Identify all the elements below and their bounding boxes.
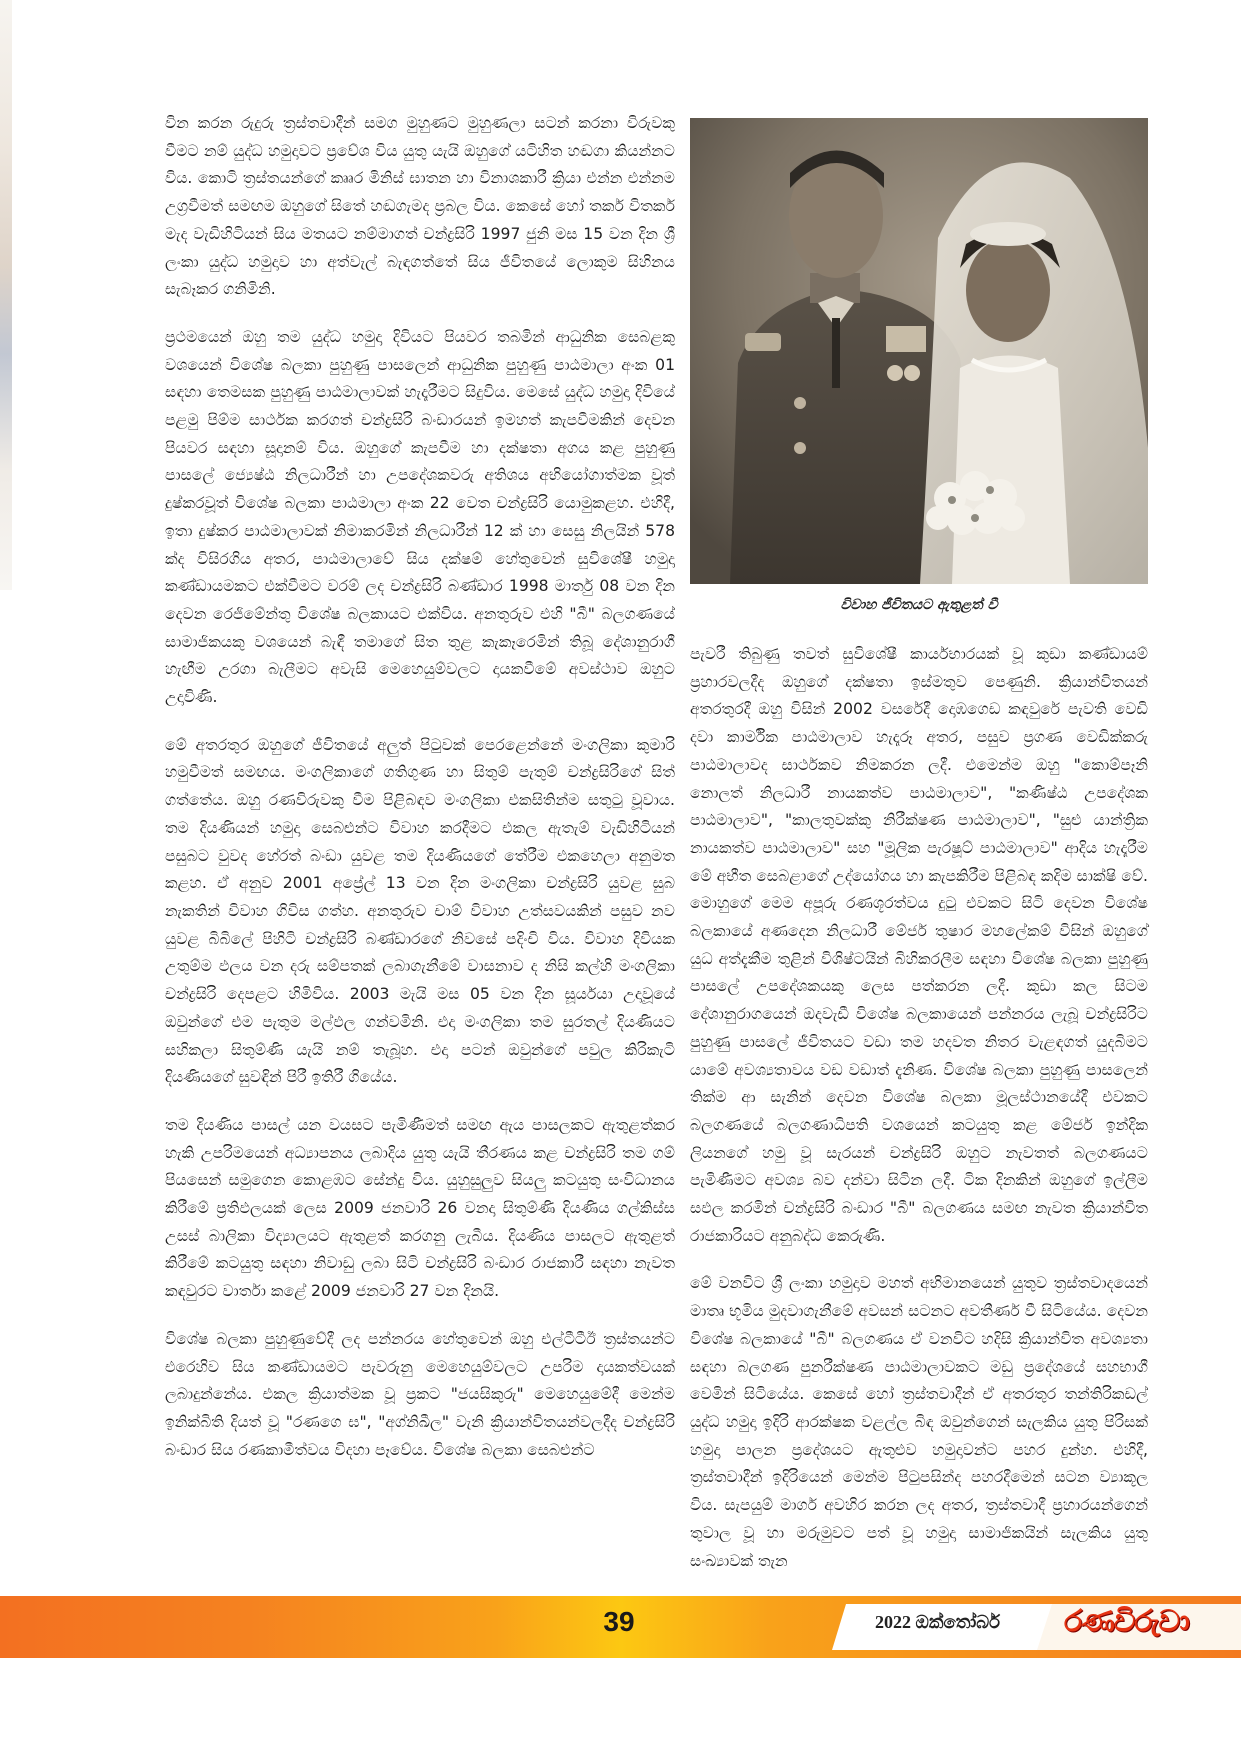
article-paragraph: වින කරන රුදුරු ත්‍රස්තවාදීන් සමග මුහුණට මුහුණලා සටන් කරනා විරුවකු වීමට නම් යුද්ධ හමුදාවට ප්‍රවේශ විය යුතු යැයි ඔහුගේ යටිහිත හඬගා කියන්නට විය. කොටි ත්‍රස්තයන්ගේ කෲර මිනිස් ඝාතන හා විනාශකාරී ක්‍රියා එන්න එන්නම උග්‍රවීමත් සමඟම ඔහුගේ සිතේ හඬගැමද ප්‍රබල විය. කෙසේ හෝ තර්ක විතර්ක මැද වැඩිහිටියන් සිය මතයට නම්මාගත් චන්ද්‍රසිරි 1997 ජුනි මස 15 වන දින ශ්‍රී ලංකා යුද්ධ හමුදාව හා අත්වැල් බැඳගත්තේ සිය ජීවිතයේ ලොකුම සිහිනය සැබෑකර ගනිමිනි. [165,114,675,299]
wedding-photo [690,118,1148,584]
article-paragraph: විශේෂ බලකා පුහුණුවේදී ලද පන්නරය හේතුවෙන් ඔහු එල්ටීටීඊ ත්‍රස්තයන්ට එරෙහිව සිය කණ්ඩායමට පැවරුනු මෙහෙයුම්වලට උපරිම දායකත්වයක් ලබාදුන්නේය. එකල ක්‍රියාත්මක වූ ප්‍රකට "ජයසිකුරු" මෙහෙයුමේදී මෙන්ම ඉනික්බිති දියත් වූ "රණගෙ ඝ", "අග්නිඛීල" වැනි ක්‍රියාන්විතයන්වලදීද චන්ද්‍රසිරි බංඩාර සිය රණකාමීත්වය විදහා පෑවේය. විශේෂ බලකා සෙබළුන්ට [165,1329,675,1459]
article-paragraph: තම දියණිය පාසල් යන වයසට පැමිණීමත් සමඟ ඇය පාසලකට ඇතුළත්කර හැකි උපරිමයෙන් අධ්‍යාපනය ලබාදිය යුතු යැයි තීරණය කළ චන්ද්‍රසිරි තම ගම් පියසෙන් සමුගෙන කොළඹට සේන්දු විය. යුහුසුලුව සියලු කටයුතු සංවිධානය කිරීමේ ප්‍රතිඵලයක් ලෙස 2009 ජනවාරි 26 වනදා සිතුම්ණි දියණිය ගල්කිස්ස උසස් බාලිකා විද්‍යාලයට ඇතුළත් කරගනු ලැබීය. දියණිය පාසලට ඇතුළත් කිරීමේ කටයුතු සඳහා නිවාඩු ලබා සිටි චන්ද්‍රසිරි බංඩාර රාජකාරී සඳහා නැවත කඳවුරට වාර්තා කළේ 2009 ජනවාරි 27 වන දිනයි. [165,1115,675,1301]
article-right-column [690,641,1148,1595]
photo-caption: විවාහ ජීවිතයට ඇතුළත් වී [840,597,998,613]
article-paragraph: පැවරී තිබුණු තවත් සුවිශේෂී කාර්යභාරයක් වූ කුඩා කණ්ඩායම් ප්‍රහාරවලදීද ඔහුගේ දක්ෂතා ඉස්මතුව පෙණුනි. ක්‍රියාන්විතයන් අතරතුරදී ඔහු විසින් 2002 වසරේදී දොඹගෙඩ කඳවුරේ පැවති වෙඩි දවා කාර්මික පාඨමාලාව හැදෑරූ අතර, පසුව ප්‍රගණ වෙඩික්කරු පාඨමාලාවද සාර්ථකව නිමකරන ලදී. එමෙන්ම ඔහු "කොම්පෑනි නොලත් නිලධාරී නායකත්ව පාඨමාලාව", "කණිෂ්ඨ උපදේශක පාඨමාලාව", "කාලතුවක්කු නිරීක්ෂණ පාඨමාලාව", "සුළු යාන්ත්‍රික නායකත්ව පාඨමාලාව" සහ "මූලික පැරෂූට් පාඨමාලාව" ආදිය හැදෑරීම මේ අභීත සෙබළාගේ උද්යෝගය හා කැපකිරීම පිළිබඳ කදිම සාක්ෂි වේ. මොහුගේ මෙම අපූරු රණශූරත්වය දුටු එවකට සිටි දෙවන විශේෂ බලකායේ අණදෙන නිලධාරී මේජර් තුෂාර මහලේකම් විසින් ඔහුගේ යුධ අත්දැකීම තුළින් විශිෂ්ටයින් බිහිකරලීම සඳහා විශේෂ බලකා පුහුණු පාසලේ උපදේශකයකු ලෙස පත්කරන ලදී. කුඩා කල සිටම දේශානුරාගයෙන් ඔදවැඩී විශේෂ බලකායෙන් පන්නරය ලැබූ චන්ද්‍රසිරිට පුහුණු පාසලේ ජීවිතයට වඩා තම හදවත නිතර වැළඳගත් යුදබිමට යාමේ අවශ්‍යතාවය වඩ වඩාත් දැනිණ. විශේෂ බලකා පුහුණු පාසලෙන් තික්ම ආ සැනින් දෙවන විශේෂ බලකා මූලස්ථානයේදී එවකට බලගණයේ බලගණාධිපති වශයෙන් කටයුතු කළ මේජර් ඉන්දික ලියනගේ හමු වූ සැරයන් චන්ද්‍රසිරි ඔහුට නැවතත් බලගණයට පැමිණීමට අවශ්‍ය බව දන්වා සිටින ලදී. ටික දිනකින් ඔහුගේ ඉල්ලීම සඵල කරමින් චන්ද්‍රසිරි බංඩාර "බී" බලගණය සමඟ නැවත ක්‍රියාන්විත රාජකාරියට අනුබද්ධ කෙරුණි. [690,645,1148,1245]
page-number: 39 [603,1606,635,1637]
article-paragraph: ප්‍රථමයෙන් ඔහු තම යුද්ධ හමුදා දිවියට පියවර තබමින් ආධුනික සෙබළකු වශයෙන් විශේෂ බලකා පුහුණු පාසලෙන් ආධුනික පුහුණු පාඨමාලා අංක 01 සඳහා තෙමසක පුහුණු පාඨමාලාවක් හැදෑරීමට සිදුවිය. මෙසේ යුද්ධ හමුදා දිවියේ පළමු පිම්ම සාර්ථක කරගත් චන්ද්‍රසිරි බංඩාරයන් ඉමහත් කැපවීමකින් දෙවන පියවර සඳහා සූදානම් විය. ඔහුගේ කැපවීම හා දක්ෂතා අගය කළ පුහුණු පාසලේ ජ්‍යෙෂ්ඨ නිලධාරීන් හා උපදේශකවරු අතිශය අභියෝගාත්මක වූත් දුෂ්කරවූත් විශේෂ බලකා පාඨමාලා අංක 22 වෙත චන්ද්‍රසිරි යොමුකළහ. එහිදී, ඉතා දුෂ්කර පාඨමාලාවක් නිමාකරමින් නිලධාරීන් 12 ක් හා සෙසු නිලයින් 578 ක්ද විසිරගිය අතර, පාඨමාලාවේ සිය දක්ෂම් හේතුවෙන් සුවිශේෂී හමුදා කණ්ඩායමකට එක්වීමට වරම් ලද චන්ද්‍රසිරි බණ්ඩාර 1998 මාර්තු 08 වන දින දෙවන රෙජිමේන්තු විශේෂ බලකායට එක්විය. අනතුරුව එහි "බී" බලගණයේ සාමාජිකයකු වශයෙන් බැඳී තමාගේ සිත තුළ කැකෑරෙමින් තිබූ දේශානුරාගී හැඟීම උරගා බැලීමට අවැසි මෙහෙයුම්වලට දායකවීමේ අවස්ථාව ඔහුට උදාවිණි. [165,327,675,707]
issue-date: 2022 ඔක්තෝබර් [875,1612,1000,1632]
left-edge-strip [0,0,12,590]
article-left-column [165,110,675,1484]
article-paragraph: මේ වනවිට ශ්‍රී ලංකා හමුදාව මහත් අභිමානයෙන් යුතුව ත්‍රස්තවාදයෙන් මාතෘ භූමිය මුදවාගැනීමේ අවසන් සටනට අවතීර්ණ වී සිටියේය. දෙවන විශේෂ බලකායේ "බී" බලගණය ඒ වනවිට හදිසි ක්‍රියාන්විත අවශ්‍යතා සඳහා බලගණ පුනරීක්ෂණ පාඨමාලාවකට මඩු ප්‍රදේශයේ සහභාගී වෙමින් සිටියේය. කෙසේ හෝ ත්‍රස්තවාදීන් ඒ අතරතුර තන්තිරිකඩල් යුද්ධ හමුදා ඉදිරි ආරක්ෂක වළල්ල බිඳ ඔවුන්ගෙන් සැලකිය යුතු පිරිසක් හමුදා පාලන ප්‍රදේශයට ඇතුළුව හමුදාවන්ට පහර දුන්හ. එහිදී, ත්‍රස්තවාදීන් ඉදිරියෙන් මෙන්ම පිටුපසින්ද පහරදීමෙන් සටන ව්‍යාකූල විය. සැපයුම් මාර්ග අවහිර කරන ලද අතර, ත්‍රස්තවාදී ප්‍රහාරයන්ගෙන් තුවාල වූ හා මරුමුවට පත් වූ හමුදා සාමාජිකයින් සැලකිය යුතු සංඛ්‍යාවක් තැන [690,1274,1148,1570]
magazine-logo: රණවිරුවා [1064,1604,1189,1639]
article-paragraph: මේ අතරතුර ඔහුගේ ජීවිතයේ අලුත් පිටුවක් පෙරළෙන්නේ මංගලිකා කුමාරි හමුවීමත් සමඟය. මංගලිකාගේ ගතිගුණ හා සිතුම් පැතුම් චන්ද්‍රසිරිගේ සිත් ගත්තේය. ඔහු රණවිරුවකු වීම පිළිබඳව මංගලිකා එකසිතින්ම සතුටු වූවාය. තම දියණියන් හමුදා සෙබළුන්ට විවාහ කරදීමට එකල ඇතැම් වැඩිහිටියන් පසුබට වුවද හේරත් බංඩා යුවළ තම දියණියගේ තේරීම එකහෙලා අනුමත කළහ. ඒ අනුව 2001 අප්‍රේල් 13 වන දින මංගලිකා චන්ද්‍රසිරි යුවළ සුබ නැකතින් විවාහ ගිවිස ගත්හ. අනතුරුව චාම් විවාහ උත්සවයකින් පසුව නව යුවළ බිබිලේ පිහිටි චන්ද්‍රසිරි බණ්ඩාරගේ නිවසේ පදිංචි විය. විවාහ දිවියක උතුම්ම ඵලය වන දරු සම්පතක් ලබාගැනීමේ වාසනාව ද නිසි කල්හි මංගලිකා චන්ද්‍රසිරි දෙපළට හිමිවිය. 2003 මැයි මස 05 වන දින සූර්යයා උදාවූයේ ඔවුන්ගේ එම පැතුම මල්ඵල ගන්වමිනි. එදා මංගලිකා තම සුරතල් දියණියට සහිකලා සිතුම්ණි යැයි නම් තැබූහ. එදා පටන් ඔවුන්ගේ පවුල කිරිකැටි දියණියගේ සුවඳින් පිරී ඉතිරී ගියේය. [165,735,675,1087]
